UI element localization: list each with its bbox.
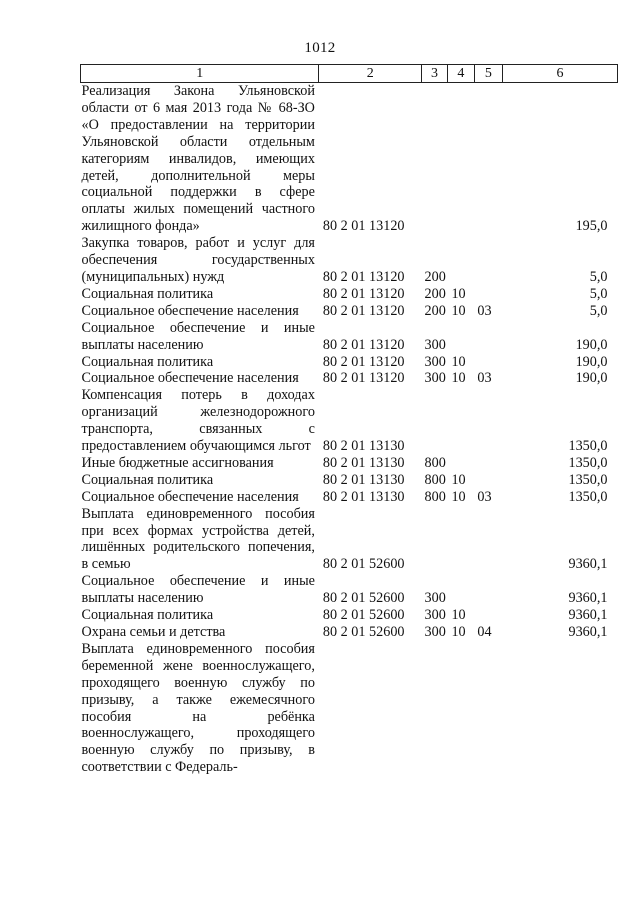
row-name: Социальное обеспечение и иные выплаты населению: [81, 319, 315, 353]
row-name: Социальная политика: [81, 353, 214, 370]
budget-table: [80, 64, 618, 776]
row-expense-type: 300: [424, 590, 446, 607]
row-code: 80 2 01 13120: [322, 353, 405, 370]
row-subsection: [474, 286, 502, 303]
row-name: Социальная политика: [81, 471, 214, 488]
row-section: 10: [451, 624, 466, 640]
row-subsection: [474, 455, 502, 472]
header-col-1: 1: [81, 65, 319, 83]
row-code: 80 2 01 13120: [322, 268, 405, 285]
row-expense-type: [422, 387, 448, 455]
row-amount: 9360,1: [568, 607, 608, 624]
row-expense-type: 300: [424, 624, 446, 640]
row-amount: 1350,0: [568, 488, 608, 505]
row-section: [447, 387, 474, 455]
table-body: [81, 83, 618, 777]
row-section: 10: [451, 488, 466, 505]
row-code: [319, 641, 422, 776]
row-expense-type: 800: [424, 488, 446, 505]
row-amount: [502, 641, 617, 776]
row-code: 80 2 01 52600: [322, 607, 405, 624]
table-row: [81, 472, 618, 489]
table-row: [81, 624, 618, 641]
row-section: 10: [451, 285, 466, 302]
row-subsection: [474, 235, 502, 286]
row-amount: 1350,0: [568, 438, 608, 455]
row-expense-type: 200: [424, 285, 446, 302]
row-code: 80 2 01 13130: [322, 471, 405, 488]
row-amount: 5,0: [589, 285, 608, 302]
table-row: [81, 370, 618, 387]
row-expense-type: [422, 83, 448, 236]
row-code: 80 2 01 13130: [322, 488, 405, 505]
row-name: Иные бюджетные ассигнования: [81, 454, 274, 471]
header-row: [81, 65, 618, 83]
row-expense-type: 800: [424, 454, 446, 471]
row-section: 10: [451, 370, 466, 387]
row-subsection: [474, 354, 502, 371]
row-amount: 5,0: [589, 268, 608, 285]
row-subsection: 03: [477, 370, 492, 387]
row-code: 80 2 01 52600: [322, 556, 405, 573]
row-code: 80 2 01 13120: [322, 285, 405, 302]
row-expense-type: 800: [424, 471, 446, 488]
row-code: 80 2 01 13120: [322, 302, 405, 319]
table-row: [81, 641, 618, 776]
table-header: [81, 65, 618, 83]
table-row: [81, 455, 618, 472]
row-code: 80 2 01 13120: [322, 218, 405, 235]
row-name: Социальное обеспечение населения: [81, 302, 299, 319]
row-subsection: [474, 387, 502, 455]
row-expense-type: 200: [424, 268, 446, 285]
row-code: 80 2 01 52600: [322, 590, 405, 607]
row-name: Охрана семьи и детства: [81, 624, 226, 640]
row-amount: 1350,0: [568, 471, 608, 488]
row-subsection: [474, 573, 502, 607]
row-subsection: [474, 472, 502, 489]
table-row: [81, 573, 618, 607]
row-expense-type: 300: [424, 353, 446, 370]
row-section: 10: [451, 607, 466, 624]
row-name: Социальное обеспечение населения: [81, 370, 299, 387]
table-row: [81, 303, 618, 320]
row-subsection: [474, 506, 502, 574]
row-expense-type: 300: [424, 607, 446, 624]
row-name: Социальное обеспечение населения: [81, 488, 299, 505]
table-row: [81, 387, 618, 455]
table-row: [81, 83, 618, 236]
header-col-3: 3: [422, 65, 448, 83]
header-col-2: 2: [319, 65, 422, 83]
row-name: Выплата единовременного пособия беременной жене военнослужащего, проходящего военную службу по призыву, а также ежемесячного пособия на ребёнка военнослужащего, проходящего военную службу по призыву, в соответствии с Федераль-: [81, 640, 315, 776]
row-amount: 9360,1: [568, 624, 608, 640]
table-row: [81, 607, 618, 624]
row-section: [447, 320, 474, 354]
header-col-4: 4: [447, 65, 474, 83]
table-row: [81, 235, 618, 286]
row-section: 10: [451, 471, 466, 488]
table-row: [81, 286, 618, 303]
row-section: [447, 235, 474, 286]
table-row: [81, 354, 618, 371]
row-name: Закупка товаров, работ и услуг для обеспечения государственных (муниципальных) нужд: [81, 235, 315, 285]
row-subsection: [474, 641, 502, 776]
row-expense-type: [422, 641, 448, 776]
row-amount: 9360,1: [568, 556, 608, 573]
row-name: Социальное обеспечение и иные выплаты населению: [81, 573, 315, 607]
row-section: 10: [451, 353, 466, 370]
row-expense-type: 200: [424, 302, 446, 319]
row-subsection: [474, 320, 502, 354]
row-amount: 190,0: [575, 353, 608, 370]
row-expense-type: [422, 506, 448, 574]
table-row: [81, 506, 618, 574]
row-code: 80 2 01 52600: [322, 624, 405, 640]
row-amount: 190,0: [575, 336, 608, 353]
row-code: 80 2 01 13130: [322, 438, 405, 455]
row-subsection: 04: [477, 624, 492, 640]
row-code: 80 2 01 13130: [322, 454, 405, 471]
table-row: [81, 489, 618, 506]
row-name: Социальная политика: [81, 285, 214, 302]
row-section: [447, 573, 474, 607]
row-name: Реализация Закона Ульяновской области от 6 мая 2013 года № 68-ЗО «О предоставлении на территории Ульяновской области отдельным категориям инвалидов, имеющих детей, дополнительной меры социальной поддержки в сфере оплаты жилых помещений частного жилищного фонда»: [81, 83, 315, 235]
row-subsection: 03: [477, 488, 492, 505]
row-amount: 1350,0: [568, 454, 608, 471]
table-row: [81, 320, 618, 354]
row-amount: 190,0: [575, 370, 608, 387]
row-subsection: 03: [477, 302, 492, 319]
row-amount: 9360,1: [568, 590, 608, 607]
row-section: [447, 641, 474, 776]
row-code: 80 2 01 13120: [322, 336, 405, 353]
row-amount: 5,0: [589, 302, 608, 319]
row-expense-type: 300: [424, 336, 446, 353]
row-name: Выплата единовременного пособия при всех формах устройства детей, лишённых родительского попечения, в семью: [81, 505, 315, 573]
header-col-5: 5: [474, 65, 502, 83]
header-col-6: 6: [502, 65, 617, 83]
page-number: 1012: [304, 40, 336, 56]
row-expense-type: 300: [424, 370, 446, 387]
row-name: Социальная политика: [81, 607, 214, 624]
row-amount: 195,0: [575, 218, 608, 235]
row-section: 10: [451, 302, 466, 319]
row-code: 80 2 01 13120: [322, 370, 405, 387]
row-name: Компенсация потерь в доходах организаций железнодорожного транспорта, связанных с предоставлением обучающимся льгот: [81, 387, 315, 455]
row-section: [447, 83, 474, 236]
row-subsection: [474, 607, 502, 624]
row-section: [447, 455, 474, 472]
row-subsection: [474, 83, 502, 236]
row-section: [447, 506, 474, 574]
